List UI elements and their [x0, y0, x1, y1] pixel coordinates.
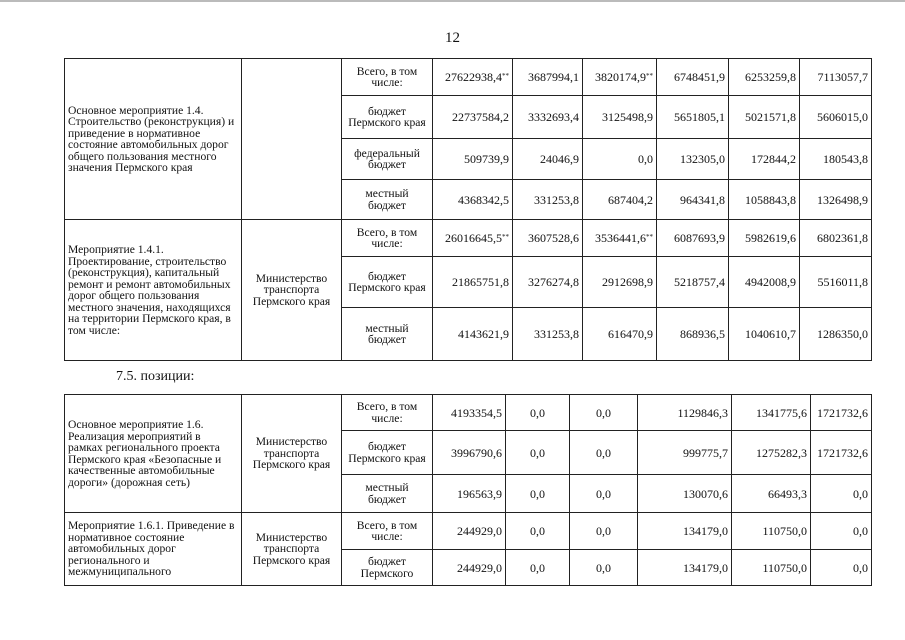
value-cell: 0,0: [570, 431, 638, 475]
value-cell: 180543,8: [800, 139, 872, 180]
value-cell: 4193354,5: [433, 395, 506, 431]
value-cell: 134179,0: [638, 513, 732, 550]
value-cell: 0,0: [570, 550, 638, 586]
value-cell: 509739,9: [433, 139, 513, 180]
value-cell: 3996790,6: [433, 431, 506, 475]
value-cell: 616470,9: [583, 308, 657, 361]
funding-source: местный бюджет: [342, 475, 433, 513]
footnote-mark: **: [646, 233, 653, 241]
value-cell: 1721732,6: [811, 395, 872, 431]
value-cell: 1275282,3: [732, 431, 811, 475]
value-cell: 1326498,9: [800, 180, 872, 220]
value-cell: 0,0: [811, 550, 872, 586]
value-cell: 6253259,8: [745, 70, 796, 84]
executor-cell: [242, 59, 342, 220]
value-cell: 4368342,5: [433, 180, 513, 220]
value-cell: 0,0: [811, 475, 872, 513]
value-cell: 5651805,1: [657, 96, 729, 139]
activity-description: Мероприятие 1.6.1. Приведение в нормативное состояние автомобильных дорог регионального и межмуниципального: [65, 513, 242, 586]
value-cell: 110750,0: [732, 550, 811, 586]
value-cell: 66493,3: [732, 475, 811, 513]
value-cell: 0,0: [506, 513, 570, 550]
funding-source: бюджет Пермского края: [342, 257, 433, 308]
value-cell: 110750,0: [732, 513, 811, 550]
value-cell: 6748451,9: [674, 70, 725, 84]
value-cell: 21865751,8: [433, 257, 513, 308]
value-cell: 0,0: [811, 513, 872, 550]
section-heading: 7.5. позиции:: [116, 369, 195, 384]
value-cell: 1129846,3: [638, 395, 732, 431]
value-cell: 132305,0: [657, 139, 729, 180]
value-cell: 244929,0: [433, 513, 506, 550]
funding-table-1: [64, 58, 872, 361]
activity-description: Основное мероприятие 1.6. Реализация мероприятий в рамках регионального проекта Пермского края «Безопасные и качественные автомобильные дороги» (дорожная сеть): [65, 395, 242, 513]
value-cell: 331253,8: [513, 308, 583, 361]
value-cell: 1058843,8: [729, 180, 800, 220]
value-cell: 1721732,6: [811, 431, 872, 475]
value-cell: 0,0: [506, 550, 570, 586]
value-cell: 3276274,8: [513, 257, 583, 308]
funding-source: Всего, в том числе:: [342, 513, 433, 550]
funding-table-2: [64, 394, 872, 586]
value-cell: 687404,2: [583, 180, 657, 220]
executor-cell: Министерство транспорта Пермского края: [242, 220, 342, 361]
value-cell: 134179,0: [638, 550, 732, 586]
value-cell: 27622938,4: [445, 70, 502, 84]
value-cell: 0,0: [506, 475, 570, 513]
value-cell: 0,0: [570, 395, 638, 431]
value-cell: 24046,9: [513, 139, 583, 180]
footnote-mark: **: [646, 72, 653, 80]
value-cell: 3125498,9: [583, 96, 657, 139]
funding-source: бюджет Пермского края: [342, 431, 433, 475]
table-row: [65, 513, 872, 550]
value-cell: 172844,2: [729, 139, 800, 180]
value-cell: 964341,8: [657, 180, 729, 220]
table-row: [65, 395, 872, 431]
funding-source: местный бюджет: [342, 180, 433, 220]
value-cell: 26016645,5: [445, 231, 502, 245]
value-cell: 5606015,0: [800, 96, 872, 139]
table-row: [65, 59, 872, 96]
executor-cell: Министерство транспорта Пермского края: [242, 513, 342, 586]
activity-description: Основное мероприятие 1.4. Строительство (реконструкция) и приведение в нормативное состояние автомобильных дорог общего пользования местного значения Пермского края: [65, 59, 242, 220]
value-cell: 5218757,4: [657, 257, 729, 308]
footnote-mark: **: [502, 233, 509, 241]
value-cell: 5516011,8: [800, 257, 872, 308]
funding-source: федеральный бюджет: [342, 139, 433, 180]
value-cell: 0,0: [583, 139, 657, 180]
value-cell: 1286350,0: [800, 308, 872, 361]
funding-source: бюджет Пермского края: [342, 96, 433, 139]
funding-source: бюджет Пермского: [342, 550, 433, 586]
activity-description: Мероприятие 1.4.1. Проектирование, строительство (реконструкция), капитальный ремонт и ремонт автомобильных дорог общего пользования местного значения, находящихся на территории Пермского края, в том числе:: [65, 220, 242, 361]
value-cell: 4143621,9: [433, 308, 513, 361]
value-cell: 1341775,6: [732, 395, 811, 431]
page-number: 12: [445, 30, 460, 46]
value-cell: 196563,9: [433, 475, 506, 513]
value-cell: 22737584,2: [433, 96, 513, 139]
funding-source: Всего, в том числе:: [342, 59, 433, 96]
value-cell: 6087693,9: [674, 231, 725, 245]
executor-cell: Министерство транспорта Пермского края: [242, 395, 342, 513]
value-cell: 3607528,6: [528, 231, 579, 245]
value-cell: 3332693,4: [513, 96, 583, 139]
value-cell: 2912698,9: [583, 257, 657, 308]
value-cell: 331253,8: [513, 180, 583, 220]
value-cell: 244929,0: [433, 550, 506, 586]
value-cell: 999775,7: [638, 431, 732, 475]
value-cell: 1040610,7: [729, 308, 800, 361]
value-cell: 5982619,6: [745, 231, 796, 245]
top-edge-rule: [0, 0, 905, 2]
value-cell: 0,0: [570, 475, 638, 513]
value-cell: 0,0: [506, 431, 570, 475]
table-row: [65, 220, 872, 257]
funding-source: местный бюджет: [342, 308, 433, 361]
value-cell: 5021571,8: [729, 96, 800, 139]
funding-source: Всего, в том числе:: [342, 395, 433, 431]
value-cell: 7113057,7: [817, 70, 868, 84]
value-cell: 130070,6: [638, 475, 732, 513]
value-cell: 868936,5: [657, 308, 729, 361]
footnote-mark: **: [502, 72, 509, 80]
value-cell: 3536441,6: [595, 231, 646, 245]
value-cell: 0,0: [570, 513, 638, 550]
funding-source: Всего, в том числе:: [342, 220, 433, 257]
value-cell: 4942008,9: [729, 257, 800, 308]
value-cell: 0,0: [506, 395, 570, 431]
value-cell: 3687994,1: [528, 70, 579, 84]
value-cell: 6802361,8: [817, 231, 868, 245]
value-cell: 3820174,9: [595, 70, 646, 84]
